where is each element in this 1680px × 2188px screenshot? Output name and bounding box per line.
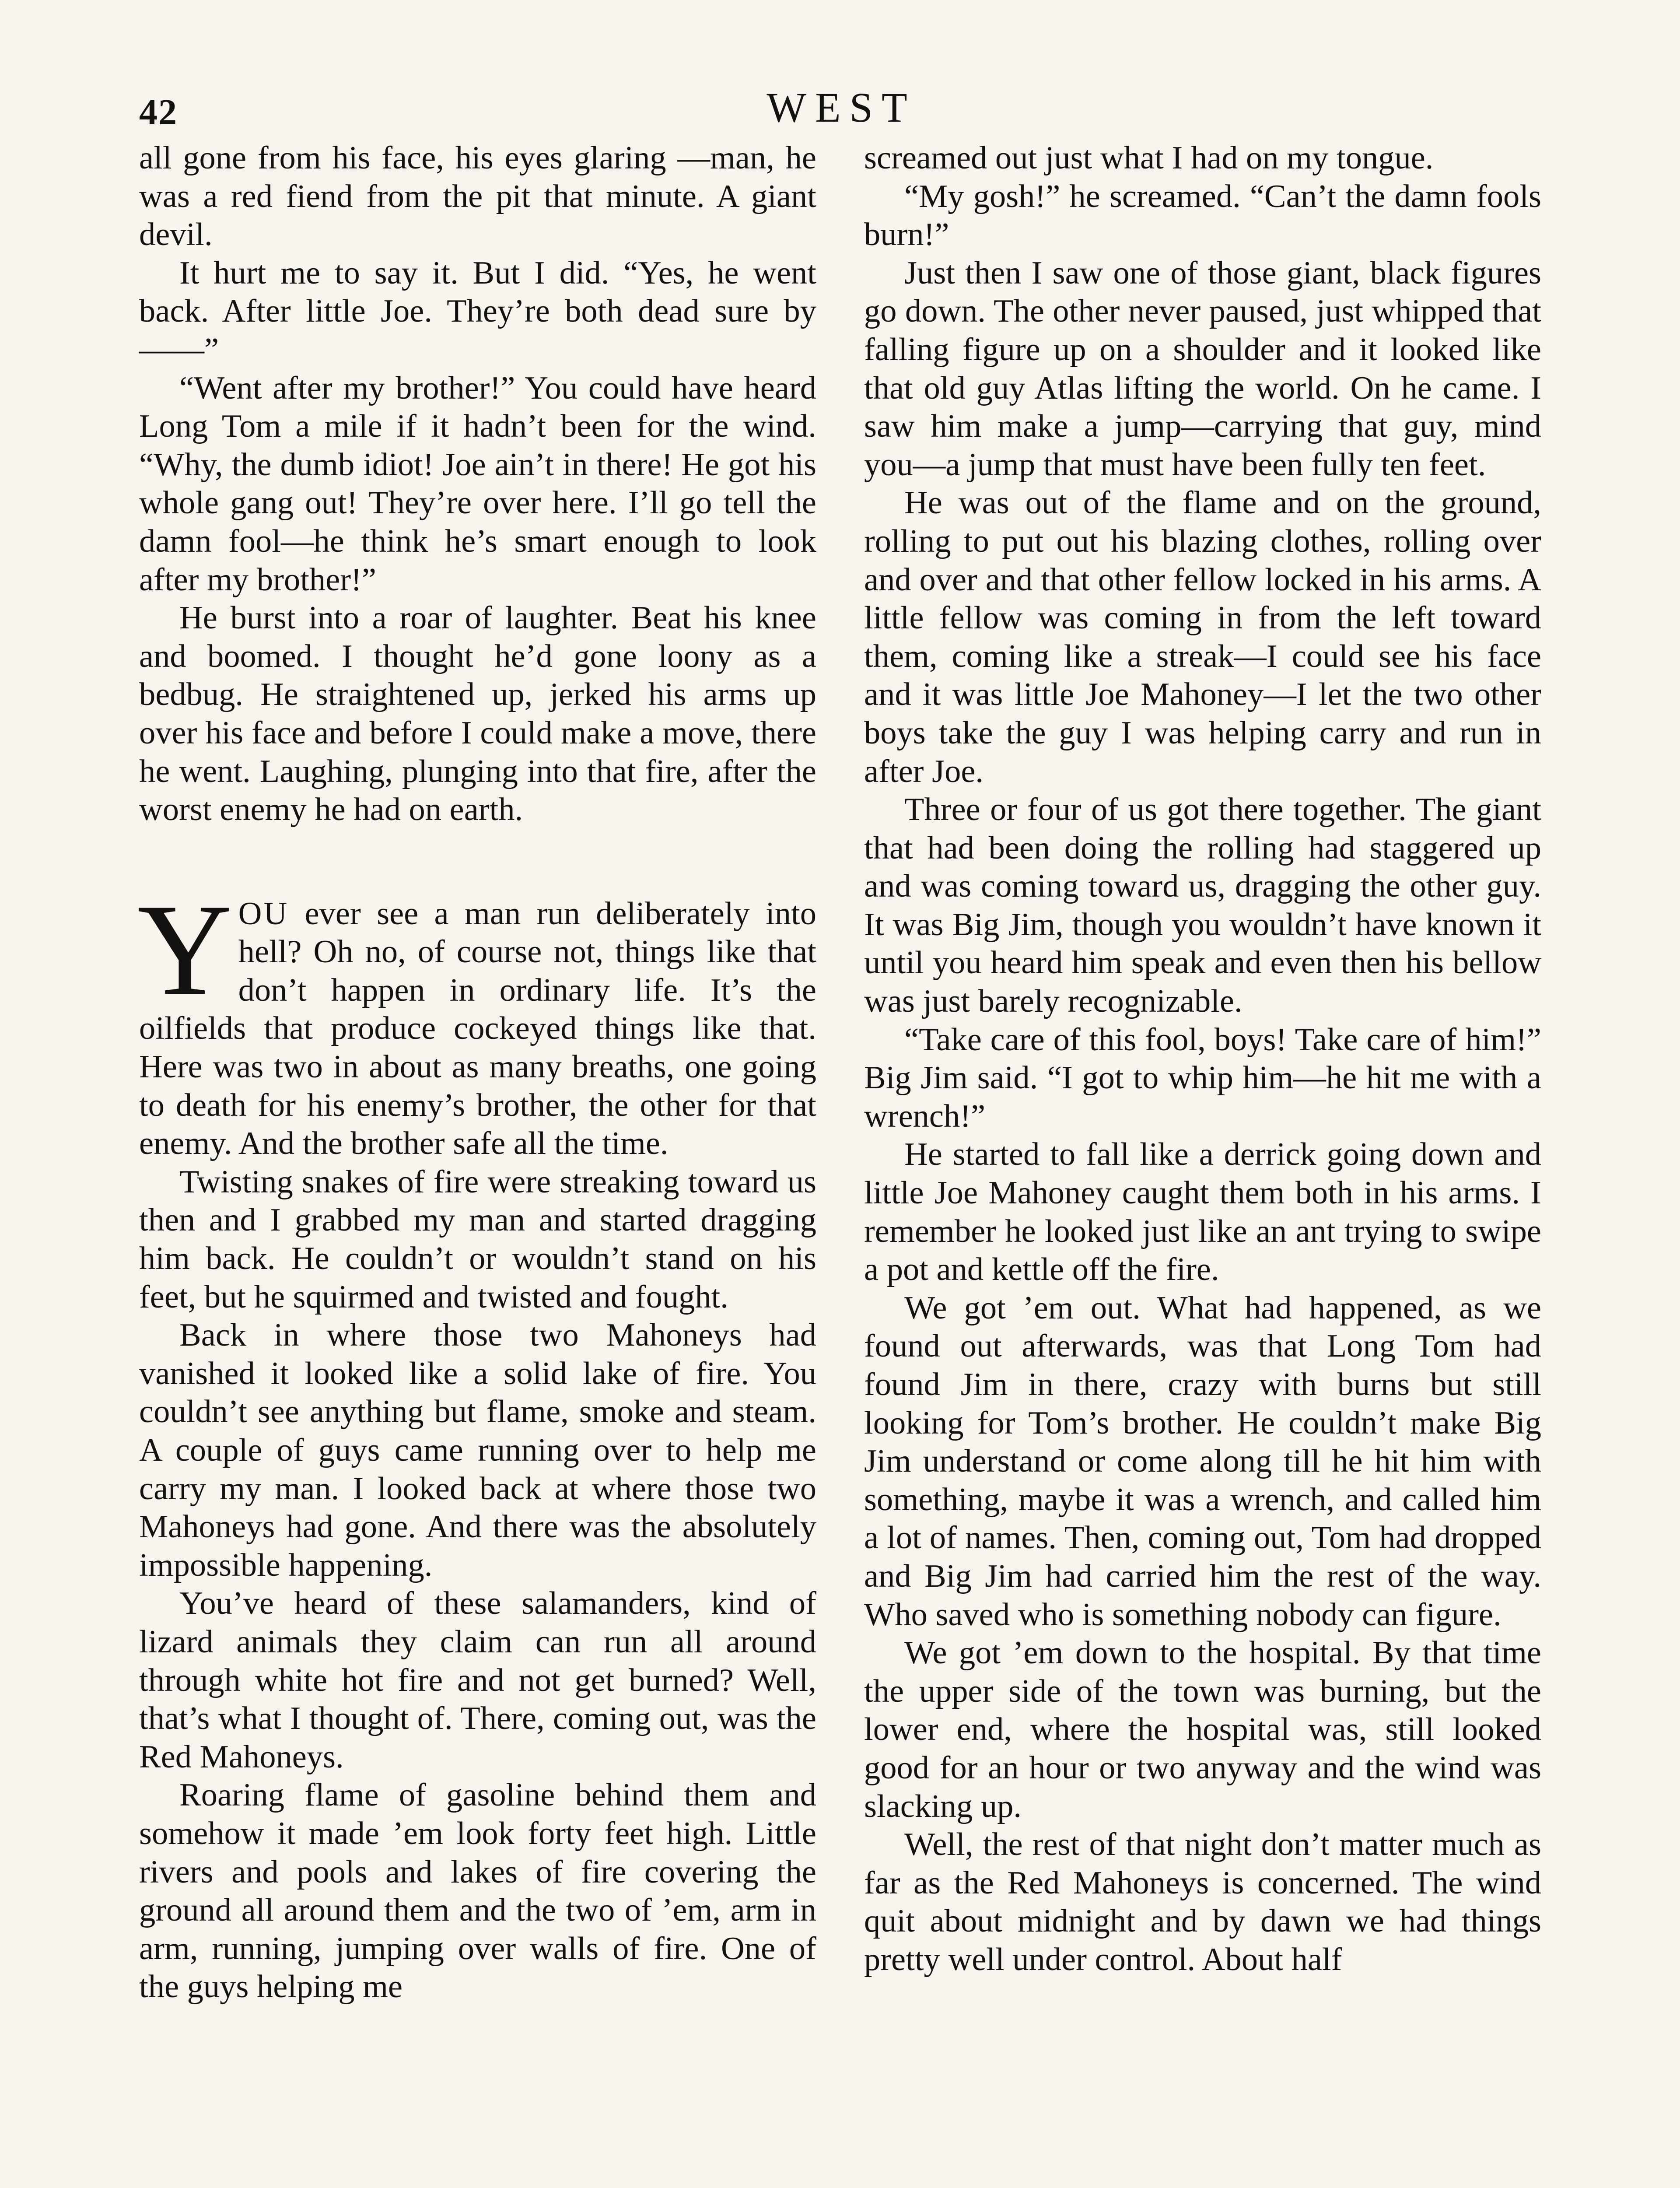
paragraph: Roaring flame of gasoline behind them and somehow it made ’em look forty feet high. Little rivers and pools and lakes of fire covering the ground all around them and the two of ’em, arm in arm, running, jumping over walls of fire. One of the guys helping me [139, 1777, 816, 2005]
paragraph: It hurt me to say it. But I did. “Yes, he went back. After little Joe. They’re both dead sure by——” [139, 255, 816, 368]
magazine-title: WEST [766, 84, 916, 131]
page-number: 42 [139, 92, 178, 133]
section-break [139, 829, 816, 895]
paragraph: “Went after my brother!” You could have heard Long Tom a mile if it hadn’t been for the wind. “Why, the dumb idiot! Joe ain’t in there! He got his whole gang out! They’re over here. I’ll go tell the damn fool—he think he’s smart enough to look after my brother!” [139, 370, 816, 598]
right-column [864, 139, 1541, 1979]
paragraph: Just then I saw one of those giant, black figures go down. The other never paused, just whipped that falling figure up on a shoulder and it looked like that old guy Atlas lifting the world. On he came. I saw him make a jump—carrying that guy, mind you—a jump that must have been fully ten feet. [864, 255, 1541, 483]
drop-cap: Y [137, 877, 232, 1022]
opening-text: ever see a man run deliberately into hell? Oh no, of course not, things like that don’t happen in ordinary life. It’s the oilfields that produce cockeyed things like that. Here was two in about as many breaths, one going to death for his enemy’s brother, the other for that enemy. And the brother safe all the time. [139, 895, 816, 1162]
paragraph: Three or four of us got there together. The giant that had been doing the rolling had staggered up and was coming toward us, dragging the other guy. It was Big Jim, though you wouldn’t have known it until you heard him speak and even then his bellow was just barely recognizable. [864, 792, 1541, 1020]
paragraph: We got ’em out. What had happened, as we found out afterwards, was that Long Tom had found Jim in there, crazy with burns but still looking for Tom’s brother. He couldn’t make Big Jim understand or come along till he hit him with something, maybe it was a wrench, and called him a lot of names. Then, coming out, Tom had dropped and Big Jim had carried him the rest of the way. Who saved who is something nobody can figure. [864, 1290, 1541, 1633]
paragraph-continuation: all gone from his face, his eyes glaring —man, he was a red fiend from the pit that minute. A giant devil. [139, 140, 816, 253]
section-opening-paragraph [137, 877, 816, 1163]
left-column [139, 139, 816, 2006]
paragraph: “My gosh!” he screamed. “Can’t the damn fools burn!” [864, 178, 1541, 253]
paragraph: Back in where those two Mahoneys had vanished it looked like a solid lake of fire. You couldn’t see anything but flame, smoke and steam. A couple of guys came running over to help me carry my man. I looked back at where those two Mahoneys had gone. And there was the absolutely impossible happening. [139, 1317, 816, 1583]
paragraph: “Take care of this fool, boys! Take care of him!” Big Jim said. “I got to whip him—he hit me with a wrench!” [864, 1021, 1541, 1134]
paragraph: Twisting snakes of fire were streaking toward us then and I grabbed my man and started dragging him back. He couldn’t or wouldn’t stand on his feet, but he squirmed and twisted and fought. [139, 1164, 816, 1315]
paragraph-continuation: screamed out just what I had on my tongue. [864, 140, 1434, 176]
page-header [139, 83, 1544, 144]
paragraph: We got ’em down to the hospital. By that time the upper side of the town was burning, but the lower end, where the hospital was, still looked good for an hour or two anyway and the wind was slacking up. [864, 1635, 1541, 1824]
paragraph: He was out of the flame and on the ground, rolling to put out his blazing clothes, rolling over and over and that other fellow locked in his arms. A little fellow was coming in from the left toward them, coming like a streak—I could see his face and it was little Joe Mahoney—I let the two other boys take the guy I was helping carry and run in after Joe. [864, 485, 1541, 789]
paragraph: You’ve heard of these salamanders, kind of lizard animals they claim can run all around through white hot fire and not get burned? Well, that’s what I thought of. There, coming out, was the Red Mahoneys. [139, 1585, 816, 1775]
paragraph: He burst into a roar of laughter. Beat his knee and boomed. I thought he’d gone loony as a bedbug. He straightened up, jerked his arms up over his face and before I could make a move, there he went. Laughing, plunging into that fire, after the worst enemy he had on earth. [139, 600, 816, 828]
paragraph: He started to fall like a derrick going down and little Joe Mahoney caught them both in his arms. I remember he looked just like an ant trying to swipe a pot and kettle off the fire. [864, 1136, 1541, 1288]
paragraph: Well, the rest of that night don’t matter much as far as the Red Mahoneys is concerned. The wind quit about midnight and by dawn we had things pretty well under control. About half [864, 1827, 1541, 1978]
lead-in: OU [238, 895, 289, 932]
